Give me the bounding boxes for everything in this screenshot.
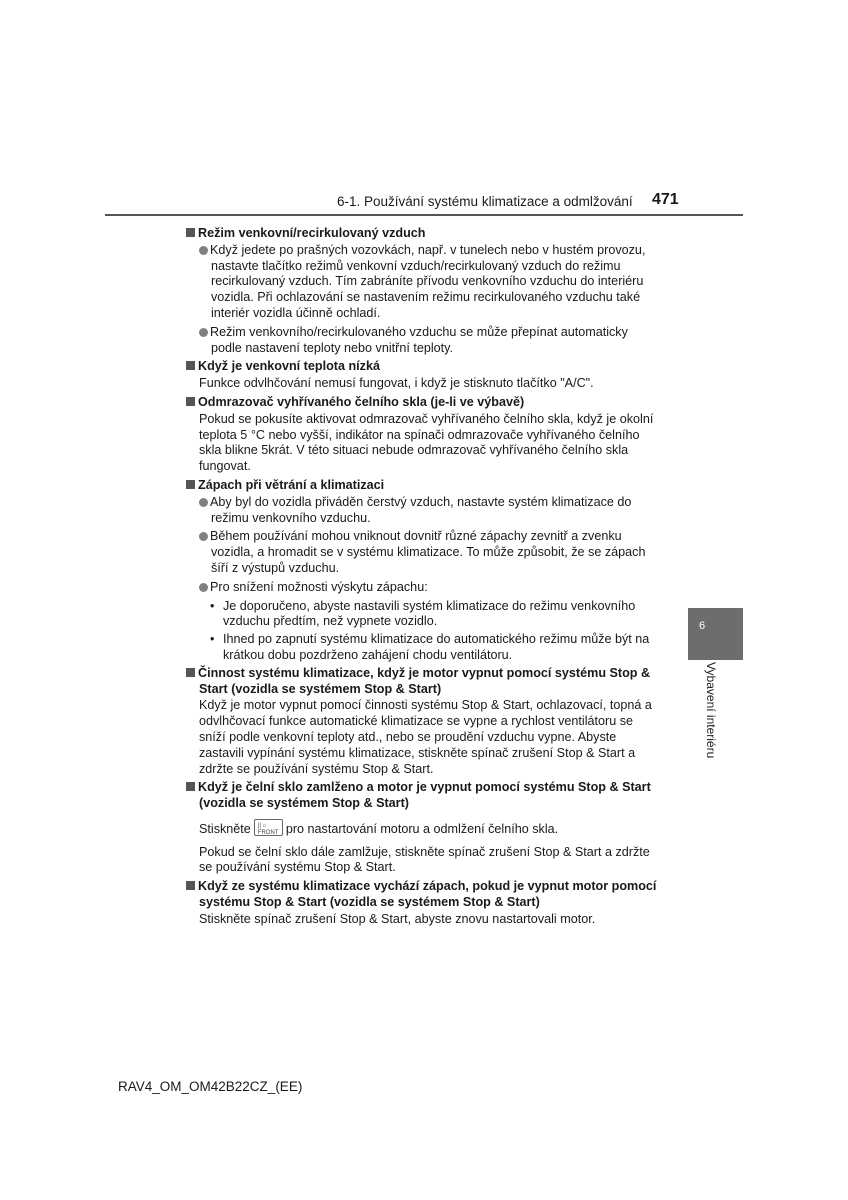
section-heading: Režim venkovní/recirkulovaný vzduch: [186, 226, 662, 242]
small-dot-icon: •: [210, 632, 215, 647]
sub-bullet-item: • Ihned po zapnutí systému klimatizace do automatického režimu může být na krátkou dobu pozdrženo zahájení chodu ventilátoru.: [210, 632, 650, 662]
circle-bullet-icon: [199, 498, 208, 507]
sub-bullet-item: • Je doporučeno, abyste nastavili systém klimatizace do režimu venkovního vzduchu předtím, než vypnete vozidlo.: [210, 598, 636, 629]
small-dot-icon: •: [210, 598, 215, 613]
circle-bullet-icon: [199, 583, 208, 592]
square-bullet-icon: [186, 881, 195, 890]
circle-bullet-icon: [199, 328, 208, 337]
paragraph: Pokud se čelní sklo dále zamlžuje, stiskněte spínač zrušení Stop & Start a zdržte se používání systému Stop & Start.: [199, 844, 650, 875]
footer-code: RAV4_OM_OM42B22CZ_(EE): [118, 1079, 303, 1094]
bullet-item: Během používání mohou vniknout dovnitř různé zápachy zevnitř a zvenku vozidla, a hromadit se v systému klimatizace. To může způsobit, že se zápach šíří z výstupů vzduchu.: [186, 529, 662, 576]
square-bullet-icon: [186, 668, 195, 677]
circle-bullet-icon: [199, 246, 208, 255]
bullet-item: Když jedete po prašných vozovkách, např. v tunelech nebo v hustém provozu, nastavte tlačítko režimů venkovní vzduch/recirkulovaný vzduch do režimu recirkulovaný vzduch. Tím zabráníte přívodu venkovního vzduchu do interiéru vozidla. Při ochlazování se nastavením režimu recirkulovaného vzduchu také interiér vozidla účinně ochladí.: [186, 243, 662, 322]
chapter-tab: [688, 608, 743, 660]
paragraph: Stiskněte || ⌂ FRONT pro nastartování motoru a odmlžení čelního skla.: [186, 819, 662, 838]
chapter-label: Vybavení interiéru: [704, 662, 718, 759]
square-bullet-icon: [186, 361, 195, 370]
page-number: 471: [652, 191, 679, 208]
section-heading: Když ze systému klimatizace vychází zápach, pokud je vypnut motor pomocí systému Stop & Start (vozidla se systémem Stop & Start): [186, 879, 662, 911]
bullet-item: Pro snížení možnosti výskytu zápachu:: [186, 580, 662, 596]
section-heading: Zápach při větrání a klimatizaci: [186, 478, 662, 494]
square-bullet-icon: [186, 397, 195, 406]
section-heading: Když je čelní sklo zamlženo a motor je vypnut pomocí systému Stop & Start (vozidla se systémem Stop & Start): [186, 780, 662, 812]
windshield-defogger-switch-icon: || ⌂ FRONT: [254, 819, 283, 836]
section-heading: Odmrazovač vyhřívaného čelního skla (je-li ve výbavě): [186, 395, 662, 411]
paragraph: Funkce odvlhčování nemusí fungovat, i když je stisknuto tlačítko "A/C".: [199, 376, 594, 391]
bullet-item: Režim venkovního/recirkulovaného vzduchu se může přepínat automaticky podle nastavení teploty nebo vnitřní teploty.: [186, 325, 662, 357]
page-content: [186, 224, 662, 931]
paragraph: Pokud se pokusíte aktivovat odmrazovač vyhřívaného čelního skla, když je okolní teplota 5 °C nebo vyšší, indikátor na spínači odmrazovače vyhřívaného čelního skla blikne 5krát. V této situaci nebude odmrazovač vyhřívaného čelního skla fungovat.: [199, 411, 654, 474]
paragraph: Když je motor vypnut pomocí činnosti systému Stop & Start, ochlazovací, topná a odvlhčovací funkce automatické klimatizace se vypne a rychlost ventilátoru se sníží podle venkovní teploty atd., nebo se proudění vzduchu vypne. Abyste zastavili vypínání systému klimatizace, stiskněte spínač zrušení Stop & Start a zdržte se používání systému Stop & Start.: [199, 698, 652, 776]
square-bullet-icon: [186, 228, 195, 237]
paragraph: Stiskněte spínač zrušení Stop & Start, abyste znovu nastartovali motor.: [199, 911, 596, 926]
square-bullet-icon: [186, 480, 195, 489]
circle-bullet-icon: [199, 532, 208, 541]
header-title: 6-1. Používání systému klimatizace a odmlžování: [337, 194, 633, 209]
section-heading: Když je venkovní teplota nízká: [186, 359, 662, 375]
square-bullet-icon: [186, 782, 195, 791]
header-rule: [105, 214, 743, 216]
chapter-number: 6: [699, 620, 706, 632]
section-heading: Činnost systému klimatizace, když je motor vypnut pomocí systému Stop & Start (vozidla se systémem Stop & Start): [186, 666, 662, 698]
bullet-item: Aby byl do vozidla přiváděn čerstvý vzduch, nastavte systém klimatizace do režimu venkovního vzduchu.: [186, 495, 662, 527]
